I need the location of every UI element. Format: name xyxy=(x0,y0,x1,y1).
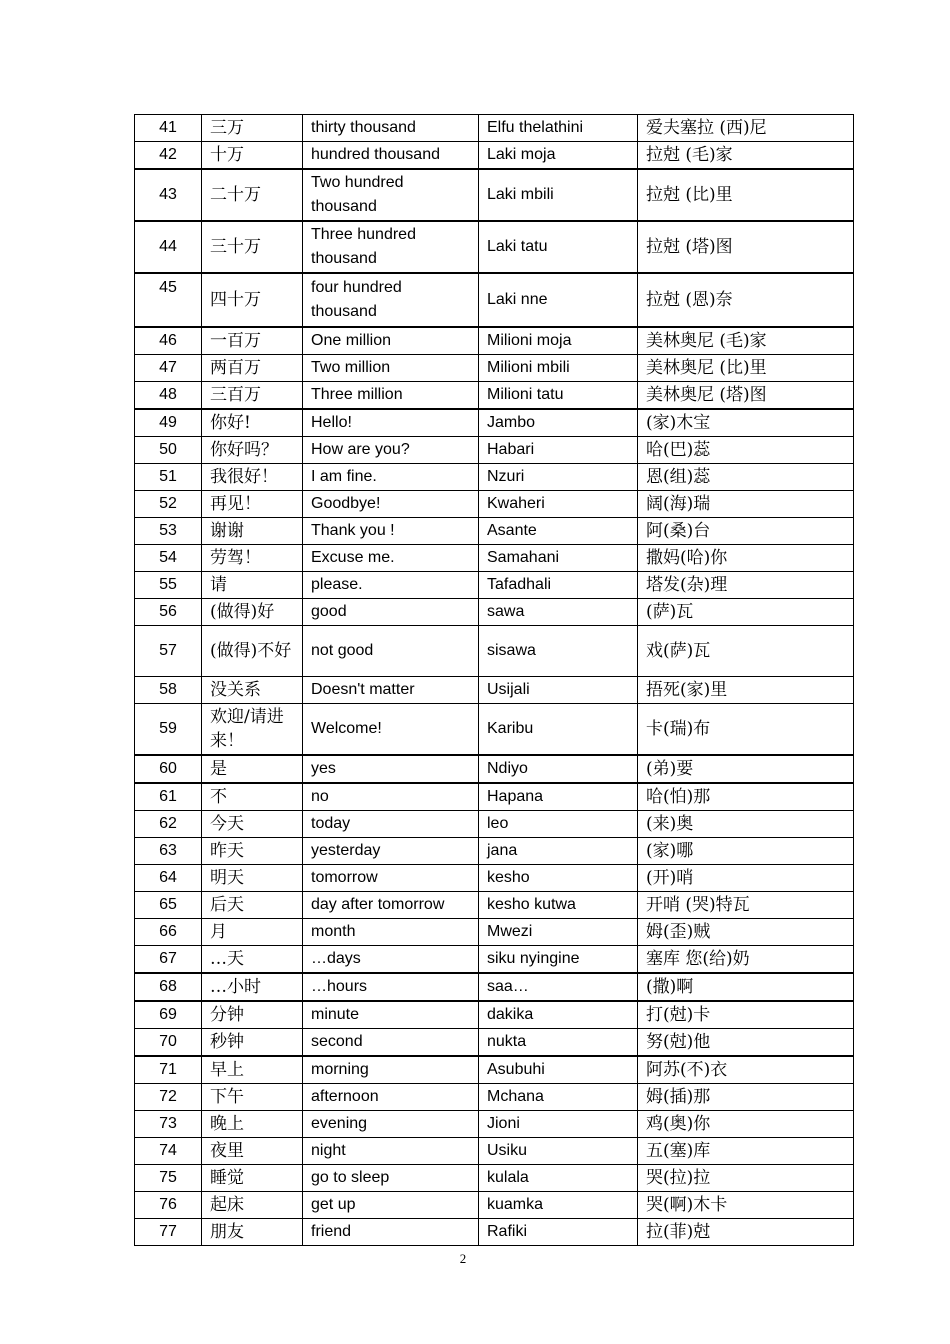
english-cell: …hours xyxy=(303,973,479,1001)
table-row xyxy=(135,572,854,599)
row-number: 53 xyxy=(135,518,202,545)
row-number: 51 xyxy=(135,464,202,491)
english-cell: Three million xyxy=(303,382,479,410)
pronunciation-cell: 阿(桑)台 xyxy=(638,518,854,545)
table-row xyxy=(135,677,854,704)
swahili-cell: Hapana xyxy=(479,783,638,811)
table-row xyxy=(135,273,854,327)
swahili-cell: Ndiyo xyxy=(479,755,638,783)
chinese-cell: 起床 xyxy=(202,1192,303,1219)
english-cell: I am fine. xyxy=(303,464,479,491)
swahili-cell: Kwaheri xyxy=(479,491,638,518)
table-row xyxy=(135,518,854,545)
english-cell: One million xyxy=(303,327,479,355)
swahili-cell: sawa xyxy=(479,599,638,626)
pronunciation-cell: (家)木宝 xyxy=(638,409,854,437)
english-cell: yesterday xyxy=(303,838,479,865)
chinese-cell: 两百万 xyxy=(202,355,303,382)
chinese-cell: 再见！ xyxy=(202,491,303,518)
row-number: 69 xyxy=(135,1001,202,1029)
pronunciation-cell: 拉尅 (比)里 xyxy=(638,169,854,221)
table-row xyxy=(135,409,854,437)
row-number: 70 xyxy=(135,1029,202,1057)
row-number: 61 xyxy=(135,783,202,811)
english-cell: please. xyxy=(303,572,479,599)
table-row xyxy=(135,892,854,919)
table-row xyxy=(135,437,854,464)
row-number: 73 xyxy=(135,1111,202,1138)
row-number: 60 xyxy=(135,755,202,783)
swahili-cell: Rafiki xyxy=(479,1219,638,1246)
pronunciation-cell: 姆(插)那 xyxy=(638,1084,854,1111)
english-cell: not good xyxy=(303,626,479,677)
pronunciation-cell: 恩(组)蕊 xyxy=(638,464,854,491)
chinese-cell: 你好吗？ xyxy=(202,437,303,464)
swahili-cell: nukta xyxy=(479,1029,638,1057)
pronunciation-cell: 卡(瑞)布 xyxy=(638,704,854,756)
row-number: 44 xyxy=(135,221,202,273)
table-row xyxy=(135,115,854,142)
english-cell: Goodbye! xyxy=(303,491,479,518)
table-row xyxy=(135,755,854,783)
pronunciation-cell: 塔发(杂)理 xyxy=(638,572,854,599)
table-row xyxy=(135,355,854,382)
row-number: 41 xyxy=(135,115,202,142)
pronunciation-cell: 美林奥尼 (塔)图 xyxy=(638,382,854,410)
english-cell: Welcome! xyxy=(303,704,479,756)
english-cell: no xyxy=(303,783,479,811)
row-number: 42 xyxy=(135,142,202,170)
pronunciation-cell: 阔(海)瑞 xyxy=(638,491,854,518)
chinese-cell: 没关系 xyxy=(202,677,303,704)
pronunciation-cell: 塞库 您(给)奶 xyxy=(638,946,854,974)
pronunciation-cell: 撒妈(哈)你 xyxy=(638,545,854,572)
chinese-cell: …天 xyxy=(202,946,303,974)
row-number: 58 xyxy=(135,677,202,704)
swahili-cell: Laki tatu xyxy=(479,221,638,273)
pronunciation-cell: (家)哪 xyxy=(638,838,854,865)
pronunciation-cell: 美林奥尼 (毛)家 xyxy=(638,327,854,355)
swahili-cell: Laki moja xyxy=(479,142,638,170)
chinese-cell: 月 xyxy=(202,919,303,946)
pronunciation-cell: 捂死(家)里 xyxy=(638,677,854,704)
chinese-cell: 四十万 xyxy=(202,273,303,327)
chinese-cell: 下午 xyxy=(202,1084,303,1111)
pronunciation-cell: 姆(歪)贼 xyxy=(638,919,854,946)
swahili-cell: sisawa xyxy=(479,626,638,677)
pronunciation-cell: 拉尅 (塔)图 xyxy=(638,221,854,273)
pronunciation-cell: 戏(萨)瓦 xyxy=(638,626,854,677)
swahili-cell: dakika xyxy=(479,1001,638,1029)
english-cell: Doesn't matter xyxy=(303,677,479,704)
swahili-cell: saa… xyxy=(479,973,638,1001)
table-row xyxy=(135,626,854,677)
english-cell: Two hundred thousand xyxy=(303,169,479,221)
pronunciation-cell: 鸡(奥)你 xyxy=(638,1111,854,1138)
table-row xyxy=(135,221,854,273)
pronunciation-cell: 努(尅)他 xyxy=(638,1029,854,1057)
chinese-cell: 夜里 xyxy=(202,1138,303,1165)
chinese-cell: …小时 xyxy=(202,973,303,1001)
swahili-cell: Usiku xyxy=(479,1138,638,1165)
chinese-cell: 分钟 xyxy=(202,1001,303,1029)
pronunciation-cell: (开)哨 xyxy=(638,865,854,892)
table-row xyxy=(135,1219,854,1246)
english-cell: night xyxy=(303,1138,479,1165)
swahili-cell: Samahani xyxy=(479,545,638,572)
row-number: 50 xyxy=(135,437,202,464)
row-number: 64 xyxy=(135,865,202,892)
pronunciation-cell: (萨)瓦 xyxy=(638,599,854,626)
english-cell: hundred thousand xyxy=(303,142,479,170)
row-number: 49 xyxy=(135,409,202,437)
english-cell: day after tomorrow xyxy=(303,892,479,919)
table-row xyxy=(135,704,854,756)
english-cell: thirty thousand xyxy=(303,115,479,142)
swahili-cell: Asante xyxy=(479,518,638,545)
table-row xyxy=(135,1084,854,1111)
chinese-cell: 一百万 xyxy=(202,327,303,355)
swahili-cell: Milioni tatu xyxy=(479,382,638,410)
row-number: 75 xyxy=(135,1165,202,1192)
row-number: 67 xyxy=(135,946,202,974)
chinese-cell: 晚上 xyxy=(202,1111,303,1138)
table-row xyxy=(135,783,854,811)
pronunciation-cell: 哈(巴)蕊 xyxy=(638,437,854,464)
chinese-cell: 我很好！ xyxy=(202,464,303,491)
page-number: 2 xyxy=(459,1251,467,1266)
chinese-cell: 秒钟 xyxy=(202,1029,303,1057)
english-cell: today xyxy=(303,811,479,838)
chinese-cell: 早上 xyxy=(202,1056,303,1084)
row-number: 76 xyxy=(135,1192,202,1219)
table-row xyxy=(135,838,854,865)
vocabulary-table xyxy=(134,114,854,1246)
swahili-cell: siku nyingine xyxy=(479,946,638,974)
english-cell: tomorrow xyxy=(303,865,479,892)
pronunciation-cell: 拉尅 (毛)家 xyxy=(638,142,854,170)
swahili-cell: Habari xyxy=(479,437,638,464)
row-number: 63 xyxy=(135,838,202,865)
pronunciation-cell: 哈(怕)那 xyxy=(638,783,854,811)
english-cell: yes xyxy=(303,755,479,783)
row-number: 65 xyxy=(135,892,202,919)
english-cell: Excuse me. xyxy=(303,545,479,572)
chinese-cell: 谢谢 xyxy=(202,518,303,545)
swahili-cell: Jioni xyxy=(479,1111,638,1138)
pronunciation-cell: 爱夫塞拉 (西)尼 xyxy=(638,115,854,142)
english-cell: evening xyxy=(303,1111,479,1138)
row-number: 71 xyxy=(135,1056,202,1084)
chinese-cell: 二十万 xyxy=(202,169,303,221)
english-cell: afternoon xyxy=(303,1084,479,1111)
table-row xyxy=(135,1138,854,1165)
row-number: 66 xyxy=(135,919,202,946)
table-row xyxy=(135,1056,854,1084)
pronunciation-cell: 哭(啊)木卡 xyxy=(638,1192,854,1219)
chinese-cell: 今天 xyxy=(202,811,303,838)
swahili-cell: Tafadhali xyxy=(479,572,638,599)
chinese-cell: 昨天 xyxy=(202,838,303,865)
pronunciation-cell: 打(尅)卡 xyxy=(638,1001,854,1029)
row-number: 47 xyxy=(135,355,202,382)
swahili-cell: Karibu xyxy=(479,704,638,756)
swahili-cell: Mwezi xyxy=(479,919,638,946)
chinese-cell: 欢迎/请进来！ xyxy=(202,704,303,756)
table-row xyxy=(135,327,854,355)
table-row xyxy=(135,1165,854,1192)
english-cell: …days xyxy=(303,946,479,974)
pronunciation-cell: (撒)啊 xyxy=(638,973,854,1001)
row-number: 77 xyxy=(135,1219,202,1246)
chinese-cell: 三十万 xyxy=(202,221,303,273)
chinese-cell: 是 xyxy=(202,755,303,783)
swahili-cell: Usijali xyxy=(479,677,638,704)
row-number: 45 xyxy=(135,273,202,327)
swahili-cell: Elfu thelathini xyxy=(479,115,638,142)
row-number: 57 xyxy=(135,626,202,677)
row-number: 46 xyxy=(135,327,202,355)
english-cell: morning xyxy=(303,1056,479,1084)
row-number: 72 xyxy=(135,1084,202,1111)
english-cell: go to sleep xyxy=(303,1165,479,1192)
table-row xyxy=(135,1001,854,1029)
table-row xyxy=(135,464,854,491)
table-row xyxy=(135,169,854,221)
english-cell: good xyxy=(303,599,479,626)
table-row xyxy=(135,491,854,518)
chinese-cell: 后天 xyxy=(202,892,303,919)
pronunciation-cell: (弟)要 xyxy=(638,755,854,783)
chinese-cell: 十万 xyxy=(202,142,303,170)
pronunciation-cell: 开哨 (哭)特瓦 xyxy=(638,892,854,919)
table-row xyxy=(135,1111,854,1138)
swahili-cell: Nzuri xyxy=(479,464,638,491)
english-cell: get up xyxy=(303,1192,479,1219)
swahili-cell: jana xyxy=(479,838,638,865)
swahili-cell: Asubuhi xyxy=(479,1056,638,1084)
table-row xyxy=(135,811,854,838)
pronunciation-cell: 美林奥尼 (比)里 xyxy=(638,355,854,382)
english-cell: Three hundred thousand xyxy=(303,221,479,273)
english-cell: friend xyxy=(303,1219,479,1246)
row-number: 54 xyxy=(135,545,202,572)
row-number: 55 xyxy=(135,572,202,599)
swahili-cell: kuamka xyxy=(479,1192,638,1219)
table-row xyxy=(135,545,854,572)
pronunciation-cell: 拉(菲)尅 xyxy=(638,1219,854,1246)
chinese-cell: (做得)不好 xyxy=(202,626,303,677)
english-cell: Hello! xyxy=(303,409,479,437)
english-cell: minute xyxy=(303,1001,479,1029)
pronunciation-cell: 拉尅 (恩)奈 xyxy=(638,273,854,327)
pronunciation-cell: (来)奥 xyxy=(638,811,854,838)
row-number: 62 xyxy=(135,811,202,838)
chinese-cell: 明天 xyxy=(202,865,303,892)
english-cell: four hundred thousand xyxy=(303,273,479,327)
row-number: 74 xyxy=(135,1138,202,1165)
table-row xyxy=(135,599,854,626)
english-cell: second xyxy=(303,1029,479,1057)
swahili-cell: kesho kutwa xyxy=(479,892,638,919)
table-row xyxy=(135,1192,854,1219)
chinese-cell: 朋友 xyxy=(202,1219,303,1246)
swahili-cell: Milioni moja xyxy=(479,327,638,355)
table-row xyxy=(135,865,854,892)
english-cell: Two million xyxy=(303,355,479,382)
row-number: 59 xyxy=(135,704,202,756)
swahili-cell: Laki nne xyxy=(479,273,638,327)
swahili-cell: leo xyxy=(479,811,638,838)
row-number: 43 xyxy=(135,169,202,221)
chinese-cell: 睡觉 xyxy=(202,1165,303,1192)
swahili-cell: Laki mbili xyxy=(479,169,638,221)
english-cell: How are you? xyxy=(303,437,479,464)
row-number: 56 xyxy=(135,599,202,626)
table-row xyxy=(135,946,854,974)
table-row xyxy=(135,382,854,410)
table-row xyxy=(135,142,854,170)
pronunciation-cell: 阿苏(不)衣 xyxy=(638,1056,854,1084)
chinese-cell: (做得)好 xyxy=(202,599,303,626)
table-row xyxy=(135,919,854,946)
row-number: 52 xyxy=(135,491,202,518)
english-cell: Thank you ! xyxy=(303,518,479,545)
pronunciation-cell: 哭(拉)拉 xyxy=(638,1165,854,1192)
table-row xyxy=(135,1029,854,1057)
chinese-cell: 三万 xyxy=(202,115,303,142)
chinese-cell: 你好! xyxy=(202,409,303,437)
swahili-cell: kesho xyxy=(479,865,638,892)
chinese-cell: 请 xyxy=(202,572,303,599)
swahili-cell: Jambo xyxy=(479,409,638,437)
chinese-cell: 三百万 xyxy=(202,382,303,410)
pronunciation-cell: 五(塞)库 xyxy=(638,1138,854,1165)
english-cell: month xyxy=(303,919,479,946)
chinese-cell: 劳驾！ xyxy=(202,545,303,572)
swahili-cell: Milioni mbili xyxy=(479,355,638,382)
row-number: 68 xyxy=(135,973,202,1001)
swahili-cell: kulala xyxy=(479,1165,638,1192)
swahili-cell: Mchana xyxy=(479,1084,638,1111)
row-number: 48 xyxy=(135,382,202,410)
table-row xyxy=(135,973,854,1001)
chinese-cell: 不 xyxy=(202,783,303,811)
